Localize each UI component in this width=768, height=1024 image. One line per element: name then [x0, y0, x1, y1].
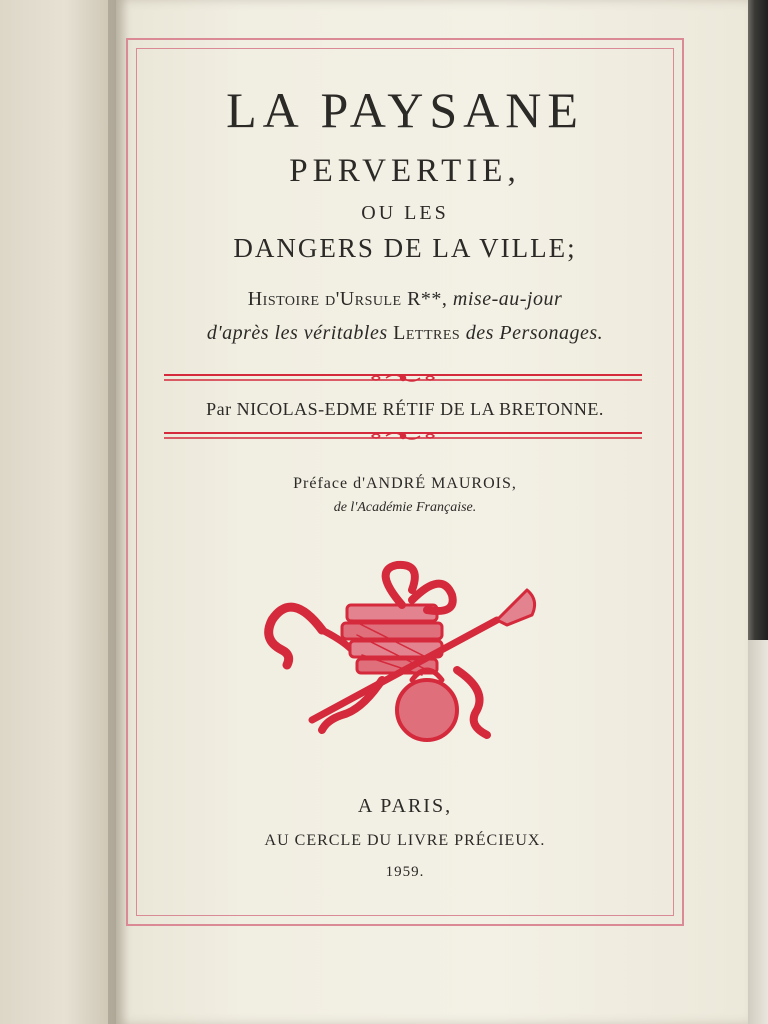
subtitle-mise-au-jour: mise-au-jour	[452, 288, 563, 310]
preface-author: d'ANDRÉ MAUROIS,	[353, 475, 517, 492]
title-line-2: PERVERTIE,	[289, 153, 521, 189]
table-surface	[746, 640, 768, 1024]
subtitle-histoire: Histoire d'Ursule R**,	[247, 288, 448, 310]
title-line-4: DANGERS DE LA VILLE;	[233, 233, 577, 263]
author-line	[130, 397, 680, 421]
preface-academy: de l'Académie Française.	[333, 500, 477, 515]
ornamental-rule-top	[164, 372, 642, 384]
left-facing-page	[0, 0, 118, 1024]
imprint-publisher: AU CERCLE DU LIVRE PRÉCIEUX.	[264, 832, 546, 849]
preface-line	[130, 473, 680, 495]
author-name: NICOLAS-EDME RÉTIF DE LA BRETONNE.	[236, 399, 604, 419]
imprint-place: A PARIS,	[357, 795, 453, 817]
title-line-3: OU LES	[361, 202, 449, 224]
author-par: Par	[206, 399, 232, 419]
subtitle-dapres: d'après les véritables	[206, 322, 388, 344]
title-line-1: LA PAYSANE	[226, 82, 584, 138]
imprint-year: 1959.	[385, 864, 425, 880]
preface-label: Préface	[293, 475, 349, 492]
subtitle-line-1	[130, 286, 680, 312]
ornamental-rule-bottom	[164, 430, 642, 442]
ornamental-vignette-icon	[262, 560, 542, 750]
subtitle-personages: des Personages.	[465, 322, 604, 344]
subtitle-line-2	[130, 320, 680, 346]
subtitle-lettres: Lettres	[393, 322, 461, 344]
